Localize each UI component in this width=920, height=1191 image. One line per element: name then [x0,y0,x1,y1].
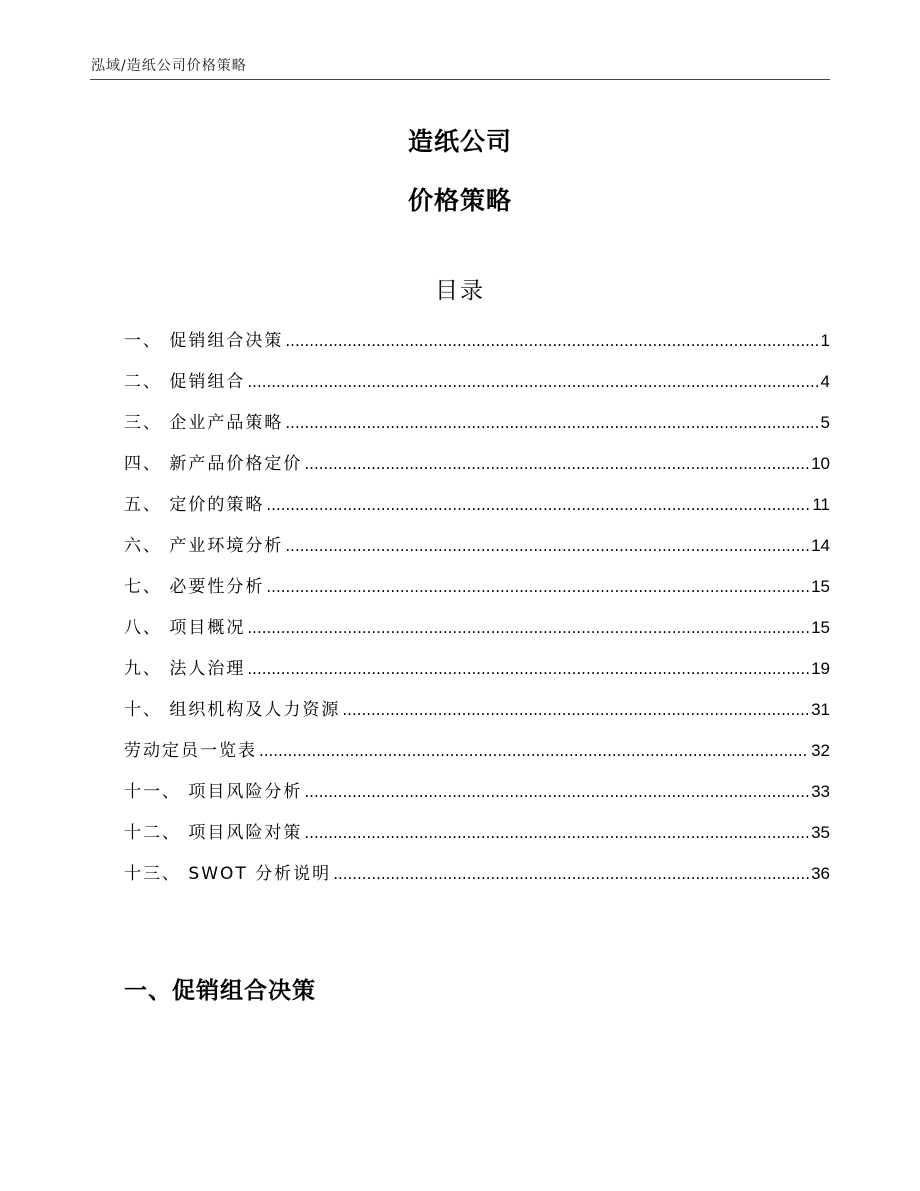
header-divider [90,79,830,80]
toc-entry-number: 八、 [124,618,170,638]
toc-dot-leader [247,608,809,649]
toc-entry-page: 35 [811,823,830,842]
toc-entry-4[interactable] [124,443,830,484]
toc-entry-number: 五、 [124,495,170,515]
toc-entry-label: 企业产品策略 [169,413,284,433]
toc-entry-number: 三、 [124,413,170,433]
toc-dot-leader [266,567,809,608]
toc-entry-6[interactable] [124,525,830,566]
toc-entry-number: 六、 [124,536,170,556]
document-title-line-2: 价格策略 [407,186,512,215]
toc-entry-label: 劳动定员一览表 [124,741,257,761]
toc-dot-leader [304,444,809,485]
toc-entry-label: 产业环境分析 [169,536,284,556]
toc-dot-leader [304,813,809,854]
toc-entry-label: 定价的策略 [169,495,265,515]
toc-entry-1[interactable] [124,320,830,361]
toc-entry-page: 15 [811,618,830,637]
toc-dot-leader [266,485,810,526]
toc-entry-page: 32 [811,741,830,760]
toc-entry-5[interactable] [124,484,830,525]
toc-dot-leader [342,690,809,731]
toc-entry-7[interactable] [124,566,830,607]
toc-entry-number: 四、 [124,454,170,474]
toc-entry-page: 14 [811,536,830,555]
toc-entry-label: SWOT 分析说明 [188,864,332,884]
toc-entry-page: 36 [811,864,830,883]
toc-dot-leader [259,731,809,772]
toc-entry-12[interactable] [124,771,830,812]
toc-entry-11[interactable] [124,730,830,771]
toc-dot-leader [285,321,818,362]
toc-dot-leader [247,649,809,690]
toc-entry-2[interactable] [124,361,830,402]
toc-entry-page: 10 [811,454,830,473]
running-header: 泓域/造纸公司价格策略 [91,58,247,74]
toc-entry-8[interactable] [124,607,830,648]
toc-entry-number: 十一、 [124,782,189,802]
toc-entry-number: 七、 [124,577,170,597]
toc-entry-number: 十二、 [124,823,189,843]
toc-entry-page: 31 [811,700,830,719]
toc-entry-number: 十三、 [124,864,189,884]
toc-entry-page: 5 [820,413,830,432]
toc-entry-3[interactable] [124,402,830,443]
toc-entry-page: 11 [812,495,830,514]
toc-entry-label: 新产品价格定价 [169,454,303,474]
toc-entry-page: 19 [811,659,830,678]
toc-entry-number: 一、 [124,331,170,351]
toc-entry-label: 项目概况 [169,618,246,638]
toc-entry-label: 项目风险分析 [188,782,303,802]
toc-dot-leader [304,772,809,813]
toc-entry-label: 促销组合决策 [169,331,284,351]
toc-entry-9[interactable] [124,648,830,689]
toc-dot-leader [285,403,818,444]
toc-entry-number: 九、 [124,659,170,679]
toc-entry-label: 促销组合 [169,372,246,392]
toc-entry-14[interactable] [124,853,830,894]
toc-entry-10[interactable] [124,689,830,730]
toc-dot-leader [333,854,809,895]
toc-entry-13[interactable] [124,812,830,853]
table-of-contents [124,320,830,894]
toc-entry-page: 1 [820,331,830,350]
toc-entry-page: 4 [820,372,830,391]
toc-dot-leader [285,526,809,567]
toc-entry-label: 必要性分析 [169,577,265,597]
toc-heading: 目录 [435,278,485,304]
section-heading: 一、促销组合决策 [124,978,316,1004]
document-title-line-1: 造纸公司 [407,127,512,156]
toc-entry-number: 十、 [124,700,170,720]
toc-entry-page: 33 [811,782,830,801]
toc-entry-page: 15 [811,577,830,596]
toc-entry-label: 组织机构及人力资源 [169,700,341,720]
toc-entry-label: 项目风险对策 [188,823,303,843]
toc-dot-leader [247,362,818,403]
toc-entry-number: 二、 [124,372,170,392]
toc-entry-label: 法人治理 [169,659,246,679]
